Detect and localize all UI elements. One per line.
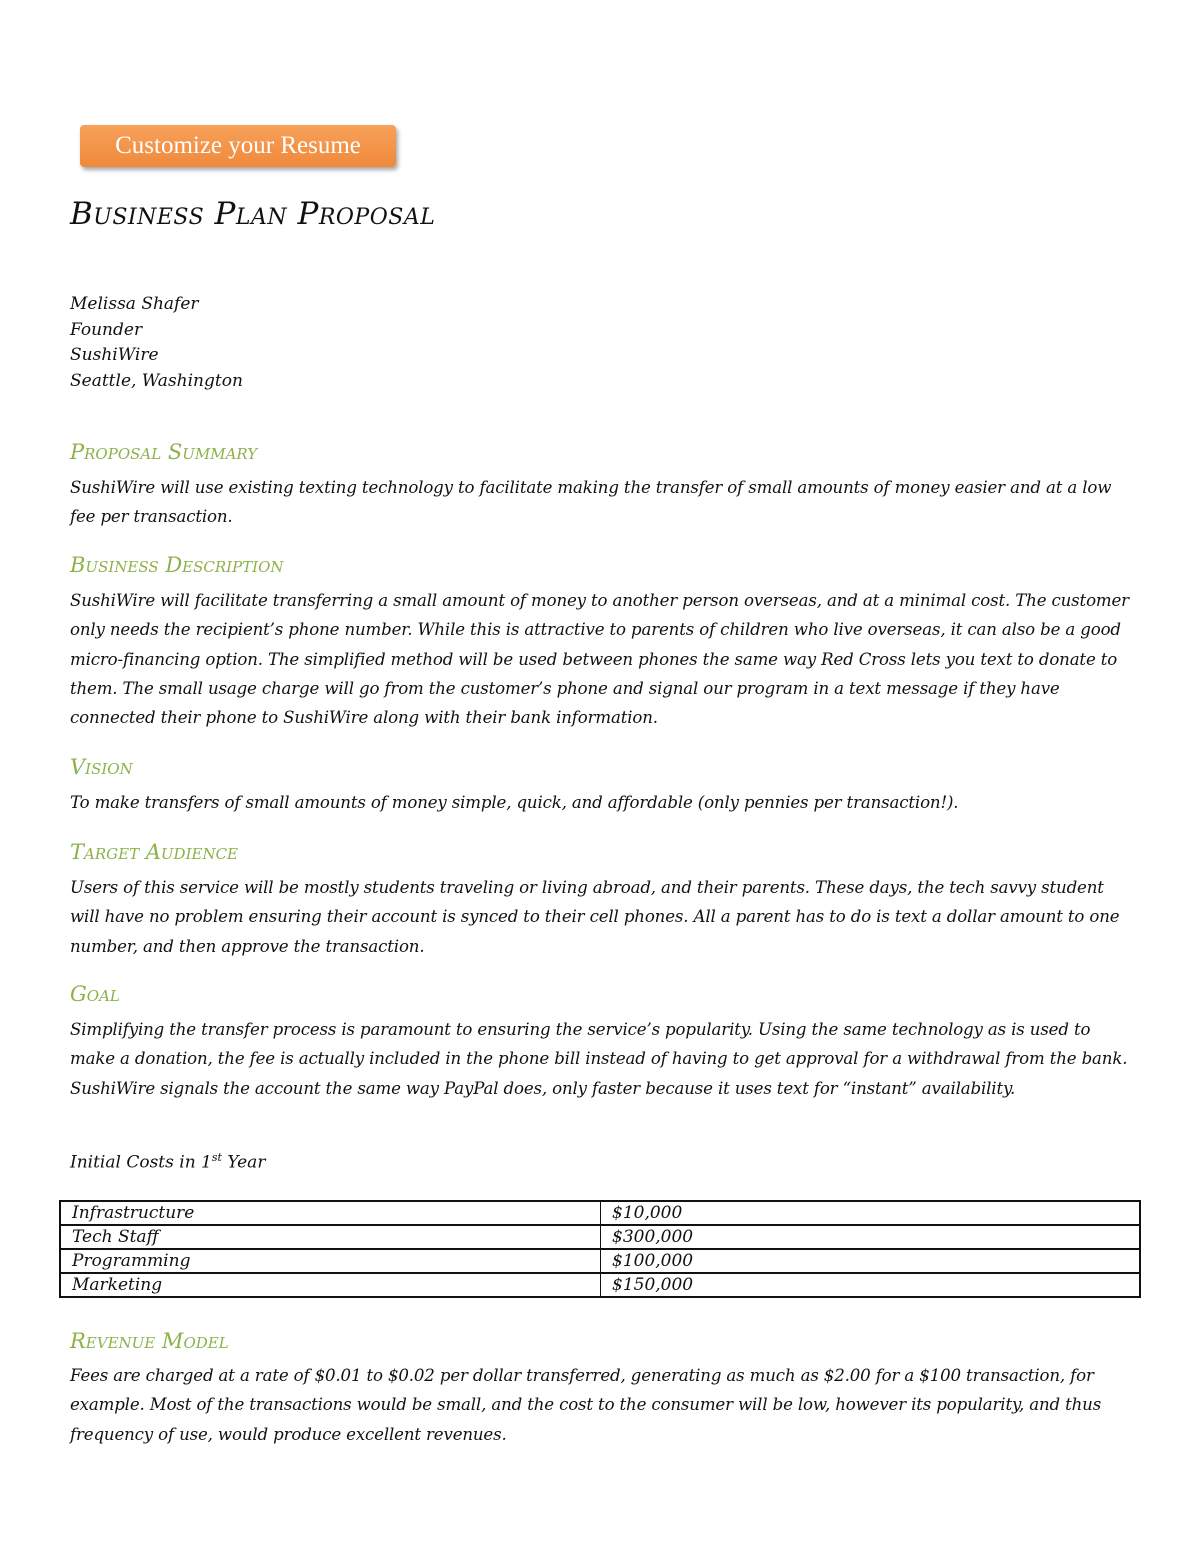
costs-caption-suffix: Year [221, 1152, 266, 1173]
cost-item: Programming [60, 1249, 601, 1273]
cost-amount: $150,000 [601, 1273, 1141, 1297]
cost-amount: $100,000 [601, 1249, 1141, 1273]
section-heading-revenue-model: Revenue Model [70, 1329, 229, 1353]
costs-caption-prefix: Initial Costs in 1 [70, 1152, 212, 1173]
section-heading-goal: Goal [70, 982, 120, 1006]
section-body-target-audience: Users of this service will be mostly students traveling or living abroad, and their parents. These days, the tech savvy student will have no problem ensuring their account is synced to their cell phones. All a parent has to do is text a dollar amount to one number, and then approve the transaction. [70, 878, 1120, 956]
section-body-goal: Simplifying the transfer process is paramount to ensuring the service’s popularity. Using the same technology as is used to make a donation, the fee is actually included in the phone bill instead of having to get approval for a withdrawal from the bank. SushiWire signals the account the same way PayPal does, only faster because it uses text for “instant” availability. [70, 1020, 1128, 1098]
contact-location: Seattle, Washington [70, 370, 243, 391]
section-heading-vision: Vision [70, 755, 133, 779]
table-row [60, 1249, 1140, 1273]
table-row [60, 1273, 1140, 1297]
contact-company: SushiWire [70, 345, 159, 365]
section-body-proposal-summary: SushiWire will use existing texting technology to facilitate making the transfer of small amounts of money easier and at a low fee per transaction. [70, 478, 1112, 527]
cost-item: Tech Staff [60, 1225, 601, 1249]
section-body-vision: To make transfers of small amounts of money simple, quick, and affordable (only pennies per transaction!). [70, 793, 959, 812]
section-heading-business-description: Business Description [70, 553, 284, 577]
customize-resume-button[interactable]: Customize your Resume [80, 125, 396, 167]
table-row [60, 1225, 1140, 1249]
section-body-business-description: SushiWire will facilitate transferring a small amount of money to another person overseas, and at a minimal cost. The customer only needs the recipient’s phone number. While this is attractive to parents of children who live overseas, it can also be a good micro-financing option. The simplified method will be used between phones the same way Red Cross lets you text to donate to them. The small usage charge will go from the customer’s phone and signal our program in a text message if they have connected their phone to SushiWire along with their bank information. [70, 591, 1129, 728]
costs-caption [70, 1151, 265, 1173]
section-body-revenue-model: Fees are charged at a rate of $0.01 to $0.02 per dollar transferred, generating as much as $2.00 for a $100 transaction, for example. Most of the transactions would be small, and the cost to the consumer will be low, however its popularity, and thus frequency of use, would produce excellent revenues. [70, 1366, 1102, 1444]
costs-caption-ordinal: st [211, 1151, 222, 1164]
cost-amount: $300,000 [601, 1225, 1141, 1249]
cost-item: Marketing [60, 1273, 601, 1297]
document-title: Business Plan Proposal [70, 196, 436, 232]
table-row [60, 1201, 1140, 1225]
contact-role: Founder [70, 319, 143, 340]
initial-costs-table [59, 1200, 1141, 1298]
contact-name: Melissa Shafer [70, 294, 199, 314]
cost-amount: $10,000 [601, 1201, 1141, 1225]
section-heading-proposal-summary: Proposal Summary [70, 440, 258, 464]
cost-item: Infrastructure [60, 1201, 601, 1225]
section-heading-target-audience: Target Audience [70, 840, 239, 864]
contact-block [70, 292, 243, 394]
